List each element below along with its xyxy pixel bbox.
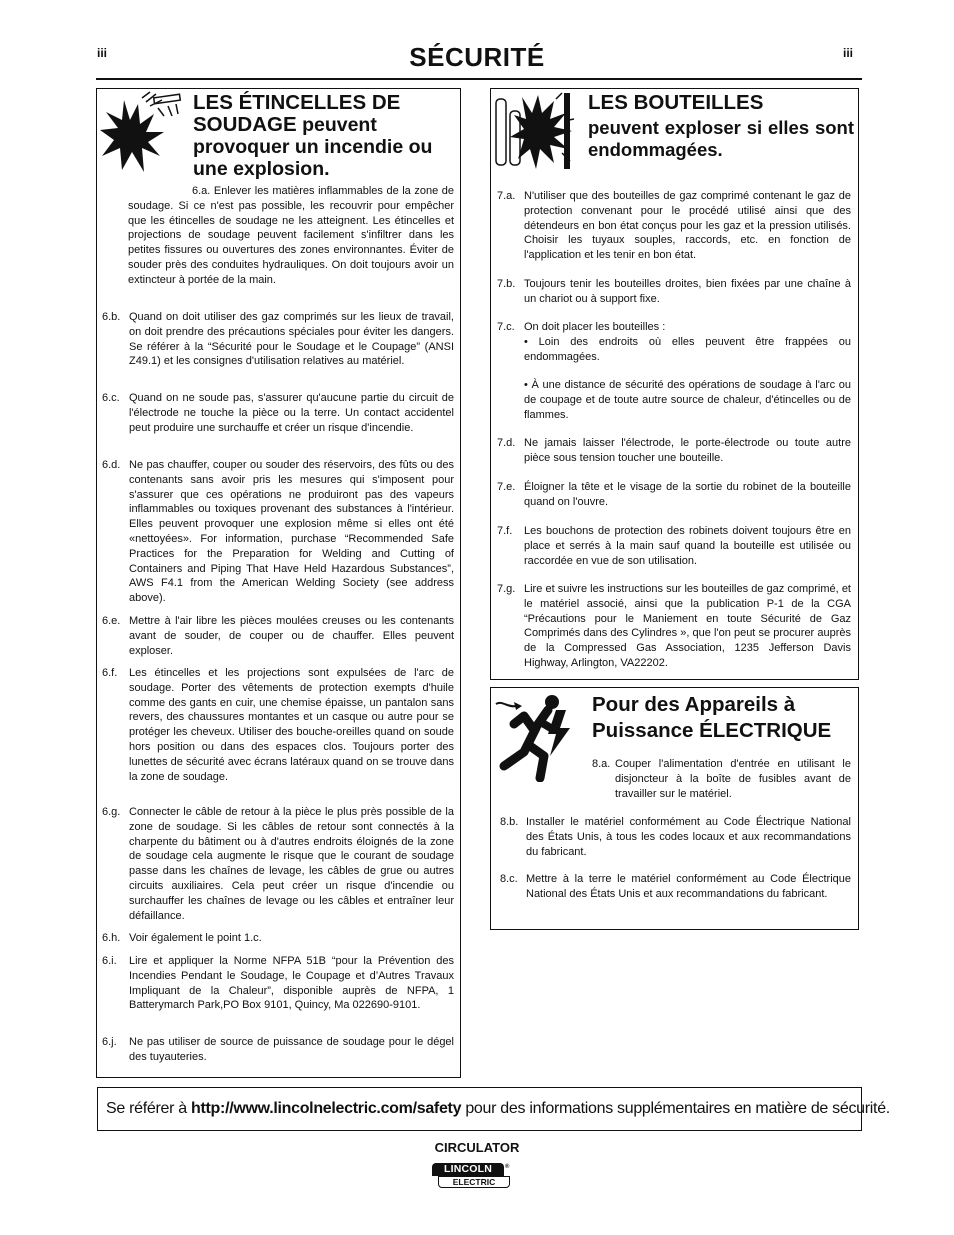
list-item: 7.e. Éloigner la tête et le visage de la sortie du robinet de la bouteille quand on l'ouvre. xyxy=(497,481,851,508)
list-item: 6.b. Quand on doit utiliser des gaz comprimés sur les lieux de travail, on doit prendre des précautions spéciales pour éviter les dangers. Se référer à la “Sécurité pour le Soudage et le Coupage” (ANSI Z49.1) et les consignes d'utilisation relatives au matériel. xyxy=(102,311,454,368)
list-item: • Loin des endroits où elles peuvent être frappées ou endommagées. xyxy=(524,336,851,363)
list-item: 6.i. Lire et appliquer la Norme NFPA 51B “pour la Prévention des Incendies Pendant le Soudage, le Coupage et d’Autres Travaux Impliquant de la Chaleur”, disponible auprès de NFPA, 1 Batterymarch Park,PO Box 9101, Quincy, Ma 022690-9101. xyxy=(102,955,454,1012)
list-item: 6.a. Enlever les matières inflammables de la zone de soudage. Si ce n'est pas possible, les recouvrir pour empêcher que les étincelles de soudage ne les atteignent. Les étincelles et projections de soudage peuvent facilement s'infiltrer dans les petites fissures ou ouvertures des zones environnantes. Éviter de souder près des conduites hydrauliques. On doit toujours avoir un extincteur à portée de la main. xyxy=(128,185,454,286)
list-item: 7.b. Toujours tenir les bouteilles droites, bien fixées par une chaîne à un chariot ou à support fixe. xyxy=(497,278,851,305)
list-item: 8.b. Installer le matériel conformément au Code Électrique National des États Unis, à tous les codes locaux et aux recommandations du fabricant. xyxy=(500,816,851,858)
cylinder-explosion-icon xyxy=(492,91,578,173)
list-item: 6.f. Les étincelles et les projections sont expulsées de l'arc de soudage. Porter des vêtements de protection exempts d'huile comme des gants en cuir, une chemise épaisse, un pantalon sans revers, des chaussures montantes et un casque ou autre pour se protéger les cheveux. Utiliser des bouche-oreilles quand on soude hors position ou dans des espaces clos. Toujours porter des lunettes de sécurité avec écrans latéraux quand on se trouve dans la zone de soudage. xyxy=(102,667,454,783)
list-item: 8.a. Couper l'alimentation d'entrée en utilisant le disjoncteur à la boîte de fusibles avant de travailler sur le matériel. xyxy=(592,758,851,800)
cylinders-heading: LES BOUTEILLES peuvent exploser si elles sont endommagées. xyxy=(588,91,854,160)
fire-explosion-icon xyxy=(98,90,188,180)
list-item: 8.c. Mettre à la terre le matériel conformément au Code Électrique National des États Unis et aux recommandations du fabricant. xyxy=(500,873,851,900)
logo-top: LINCOLN xyxy=(432,1163,504,1176)
list-item: 6.e. Mettre à l'air libre les pièces moulées creuses ou les contenants avant de souder, de couper ou de chauffer. Elles peuvent exploser. xyxy=(102,615,454,657)
page-number-right: iii xyxy=(843,46,854,60)
list-item: 6.c. Quand on ne soude pas, s'assurer qu'aucune partie du circuit de l'électrode ne touche la pièce ou la terre. Un contact accidentel peut produire une surchauffe et créer un risque d'incendie. xyxy=(102,392,454,434)
list-item: 7.d. Ne jamais laisser l'électrode, le porte-électrode ou toute autre pièce sous tension toucher une bouteille. xyxy=(497,437,851,464)
registered-mark: ® xyxy=(505,1164,510,1170)
logo-bottom: ELECTRIC xyxy=(438,1176,510,1188)
list-item: 7.f. Les bouchons de protection des robinets doivent toujours être en place et serrés à la main sauf quand la bouteille est utilisée ou raccordée en vue de son utilisation. xyxy=(497,525,851,567)
list-item: 6.j. Ne pas utiliser de source de puissance de soudage pour le dégel des tuyauteries. xyxy=(102,1036,454,1063)
lincoln-electric-logo xyxy=(432,1163,510,1190)
list-item: 7.c. On doit placer les bouteilles : xyxy=(497,321,666,333)
model-name: CIRCULATOR xyxy=(434,1140,520,1155)
list-item: • À une distance de sécurité des opérations de soudage à l'arc ou de coupage et de toute autre source de chaleur, d'étincelles ou de flammes. xyxy=(524,379,851,421)
safety-link[interactable]: http://www.lincolnelectric.com/safety xyxy=(191,1100,462,1117)
list-item: 6.h. Voir également le point 1.c. xyxy=(102,932,262,944)
electric-shock-icon xyxy=(494,694,584,782)
page-number-left: iii xyxy=(97,46,108,60)
list-item: 7.g. Lire et suivre les instructions sur les bouteilles de gaz comprimé, et le matériel associé, ainsi que la publication P-1 de la CGA “Précautions pour le Maniement en toute Sécurité de Gaz Comprimés dans des Cylindres », que l'on peut se procurer auprès de la Compressed Gas Association, 1235 Jefferson Davis Highway, Arlington, VA22202. xyxy=(497,583,851,669)
safety-reference-text: Se référer à http://www.lincolnelectric.com/safety pour des informations supplémentaires en matière de sécurité. xyxy=(106,1100,890,1117)
header-rule xyxy=(96,78,862,80)
list-item: 6.d. Ne pas chauffer, couper ou souder des réservoirs, des fûts ou des contenants sans avoir pris les mesures qui s'imposent pour s'assurer que ces opérations ne produiront pas des vapeurs inflammables ou toxiques provenant des substances à l'intérieur. Elles peuvent provoquer une explosion même si elles ont été «nettoyées». For information, purchase “Recommended Safe Practices for the Preparation for Welding and Cutting of Containers and Piping That Have Held Hazardous Substances”, AWS F4.1 from the American Welding Society (see address above). xyxy=(102,459,454,605)
electric-heading: Pour des Appareils à Puissance ÉLECTRIQUE xyxy=(592,693,832,742)
list-item: 6.g. Connecter le câble de retour à la pièce le plus près possible de la zone de soudage. Si les câbles de retour sont connectés à la charpente du bâtiment ou à d'autres endroits éloignés de la zone de soudage cela augmente le risque que le courant de soudage passe dans les chaînes de levage, les câbles de grue ou autres circuits auxiliaires. Cela peut créer un risque d'incendie ou surchauffer les chaînes de levage ou les câbles et entraîner leur défaillance. xyxy=(102,806,454,922)
sparks-heading: LES ÉTINCELLES DE SOUDAGE peuvent provoquer un incendie ou une explosion. xyxy=(193,91,433,180)
list-item: 7.a. N'utiliser que des bouteilles de gaz comprimé contenant le gaz de protection convenant pour le procédé utilisé ainsi que des détendeurs en bon état conçus pour les gaz et la pression utilisés. Choisir les tuyaux souples, raccords, etc. en fonction de l'application et les tenir en bon état. xyxy=(497,190,851,262)
page-title: SÉCURITÉ xyxy=(409,42,545,72)
